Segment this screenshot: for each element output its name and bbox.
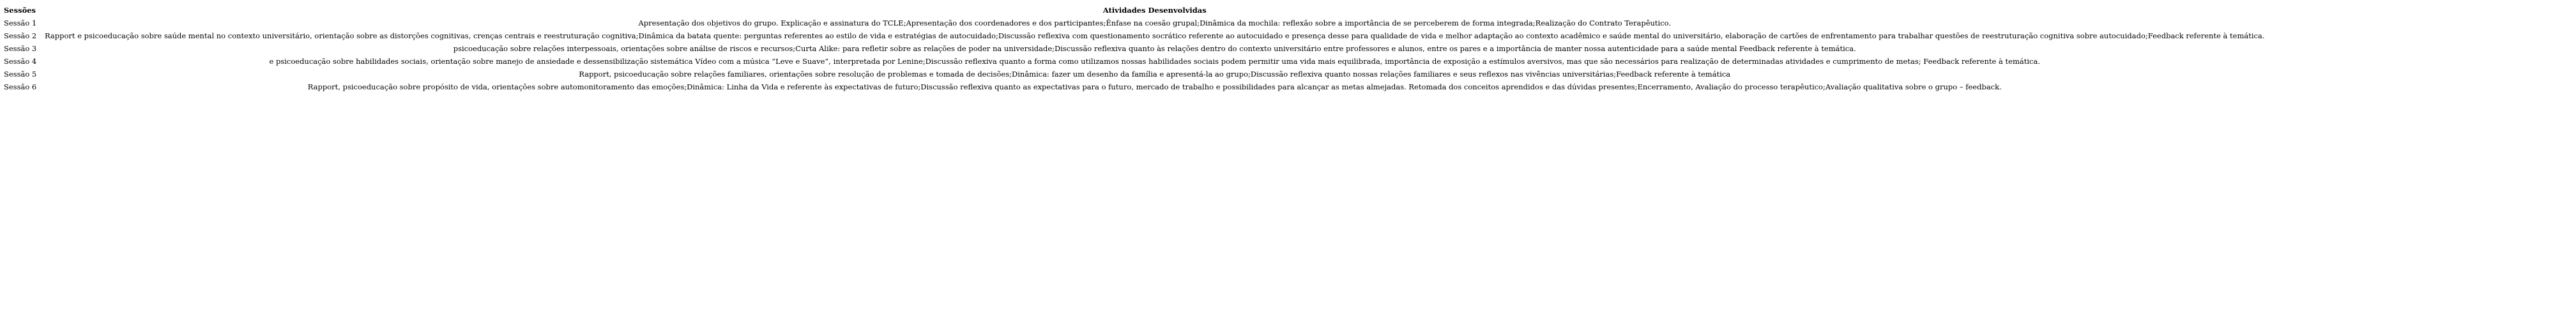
- session-activities: Rapport, psicoeducação sobre relações familiares, orientações sobre resolução de problemas e tomada de decisões;Dinâmica: fazer um desenho da família e apresentá-la ao grupo;Discussão reflexiva quanto nossas relações familiares e seus reflexos nas vivências universitárias;Feedback referente à temática: [579, 70, 1731, 79]
- table-row: [4, 80, 2267, 93]
- table-row: [4, 29, 2267, 42]
- session-activities: Apresentação dos objetivos do grupo. Explicação e assinatura do TCLE;Apresentação dos coordenadores e dos participantes;Ênfase na coesão grupal;Dinâmica da mochila: reflexão sobre a importância de se perceberem de forma integrada;Realização do Contrato Terapêutico.: [638, 19, 1672, 27]
- table-row: [4, 42, 2267, 55]
- session-activities: Rapport, psicoeducação sobre propósito de vida, orientações sobre automonitoramento das emoções;Dinâmica: Linha da Vida e referente às expectativas de futuro;Discussão reflexiva quanto as expectativas para o futuro, mercado de trabalho e possibilidades para alcançar as metas almejadas. Retomada dos conceitos aprendidos e das dúvidas presentes;Encerramento, Avaliação do processo terapêutico;Avaliação qualitativa sobre o grupo – feedback.: [307, 82, 2002, 91]
- table-body: [4, 17, 2267, 93]
- session-label: Sessão 6: [4, 82, 37, 91]
- session-activities: e psicoeducação sobre habilidades sociais, orientação sobre manejo de ansiedade e dessensibilização sistemática Vídeo com a música “Leve e Suave”, interpretada por Lenine;Discussão reflexiva quanto a forma como utilizamos nossas habilidades sociais podem permitir uma vida mais equilibrada, importância de exposição a estímulos aversivos, mas que são necessários para realização de determinadas atividades e cumprimento de metas; Feedback referente à temática.: [269, 57, 2040, 66]
- sessions-activities-table: [4, 4, 2267, 93]
- header-activities: Atividades Desenvolvidas: [1102, 6, 1207, 15]
- session-label: Sessão 1: [4, 19, 37, 27]
- table-header: [4, 4, 2267, 17]
- table-row: [4, 55, 2267, 68]
- session-activities: Rapport e psicoeducação sobre saúde mental no contexto universitário, orientação sobre as distorções cognitivas, crenças centrais e reestruturação cognitiva;Dinâmica da batata quente: perguntas referentes ao estilo de vida e estratégias de autocuidado;Discussão reflexiva com questionamento socrático referente ao autocuidado e presença desse para qualidade de vida e melhor adaptação ao contexto acadêmico e saúde mental do universitário, elaboração de cartões de enfrentamento para trabalhar questões de reestruturação cognitiva sobre autocuidado;Feedback referente à temática.: [45, 31, 2265, 40]
- session-label: Sessão 5: [4, 70, 37, 79]
- header-row: [4, 4, 2267, 17]
- session-label: Sessão 3: [4, 44, 37, 53]
- session-label: Sessão 2: [4, 31, 37, 40]
- header-sessions: Sessões: [4, 6, 36, 15]
- table-row: [4, 17, 2267, 29]
- session-label: Sessão 4: [4, 57, 37, 66]
- session-activities: psicoeducação sobre relações interpessoais, orientações sobre análise de riscos e recursos;Curta Alike: para refletir sobre as relações de poder na universidade;Discussão reflexiva quanto às relações dentro do contexto universitário entre professores e alunos, entre os pares e a importância de manter nossa autenticidade para a saúde mental Feedback referente à temática.: [453, 44, 1856, 53]
- table-row: [4, 68, 2267, 80]
